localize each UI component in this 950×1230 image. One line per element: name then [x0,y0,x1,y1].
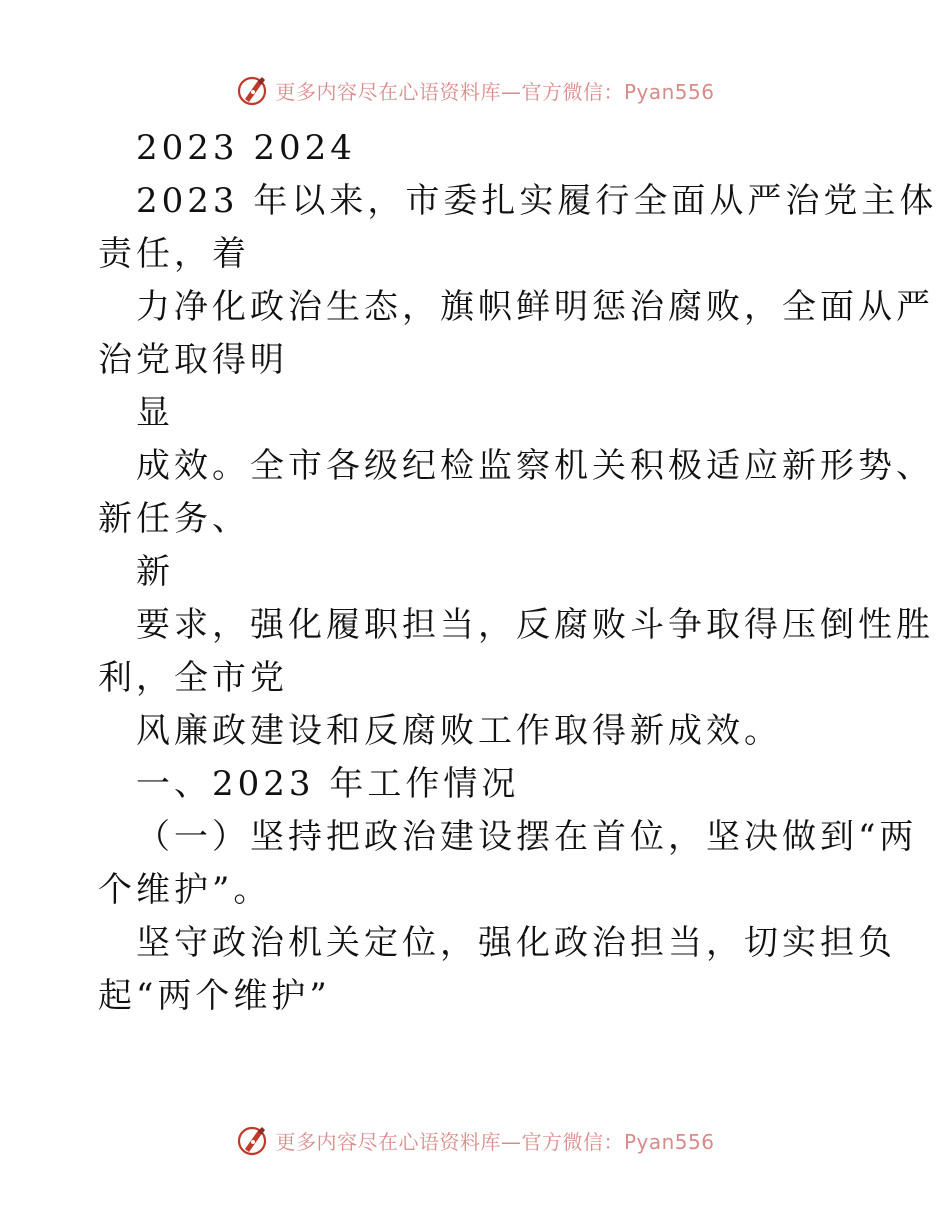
body-text-line: 新任务、 [98,499,250,539]
body-text-line: 责任，着 [98,234,250,274]
body-text-line: 个维护”。 [98,870,272,910]
body-text-line: 成效。全市各级纪检监察机关积极适应新形势、 [136,446,934,486]
body-text-line: 坚守政治机关定位，强化政治担当，切实担负 [136,923,896,963]
body-text-line: 显 [136,393,174,433]
pen-nib-logo-icon [235,1123,269,1157]
body-text-line: 要求，强化履职担当，反腐败斗争取得压倒性胜 [136,605,934,645]
watermark-text: 更多内容尽在心语资料库—官方微信：Pyan556 [275,79,715,104]
body-text-line: 利，全市党 [98,658,288,698]
body-text-line: （一）坚持把政治建设摆在首位，坚决做到“两 [136,817,918,857]
body-text-line: 风廉政建设和反腐败工作取得新成效。 [136,711,782,751]
body-text-line: 力净化政治生态，旗帜鲜明惩治腐败，全面从严 [136,287,934,327]
body-text-line: 2023 2024 [136,128,356,168]
document-body [98,122,938,1023]
watermark-text: 更多内容尽在心语资料库—官方微信：Pyan556 [275,1129,715,1154]
body-text-line: 新 [136,552,174,592]
body-text-line: 一、2023 年工作情况 [136,764,520,804]
body-text-line: 2023 年以来，市委扎实履行全面从严治党主体 [136,181,938,221]
header-watermark [0,70,950,110]
body-text-line: 起“两个维护” [98,976,331,1016]
body-text-line: 治党取得明 [98,340,288,380]
footer-watermark [0,1120,950,1160]
pen-nib-logo-icon [235,73,269,107]
